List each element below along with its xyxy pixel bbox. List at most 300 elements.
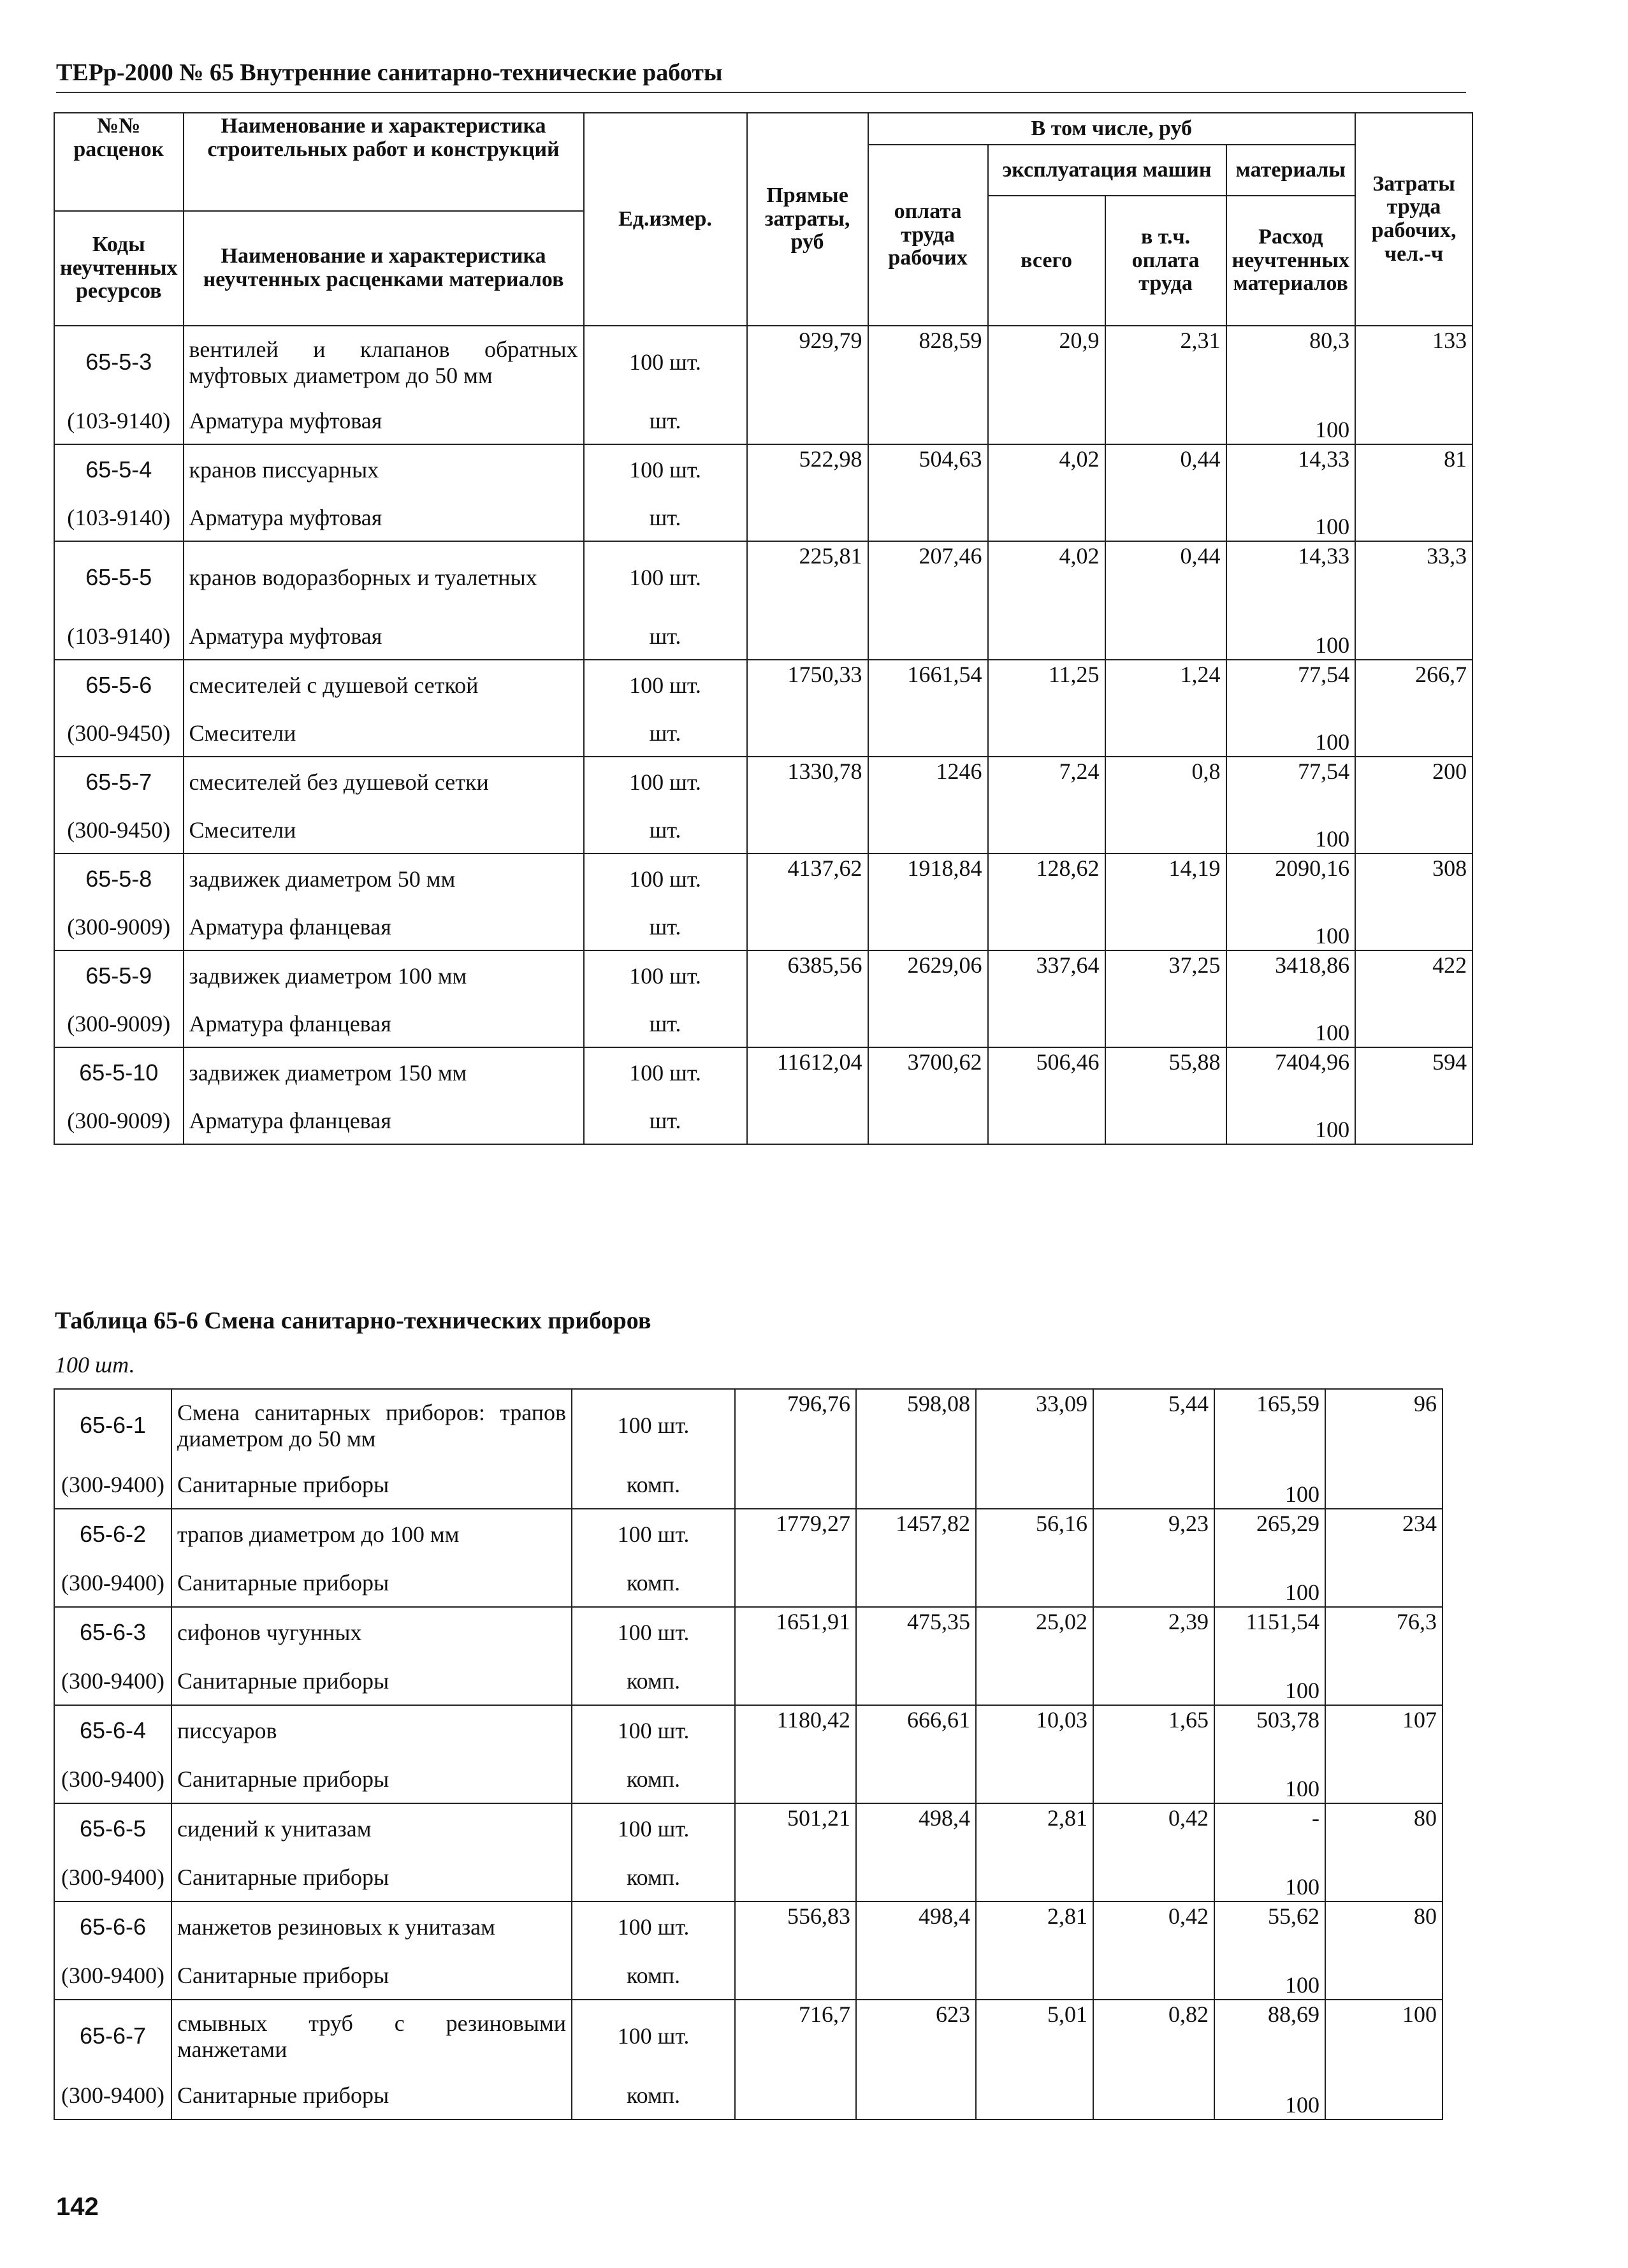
unit: 100 шт.	[584, 757, 747, 808]
resource-code: (103-9140)	[54, 614, 184, 660]
direct-costs: 556,83	[735, 1901, 856, 1952]
unit: 100 шт.	[572, 1803, 735, 1854]
materials: 55,62	[1214, 1901, 1325, 1952]
rate-code: 65-6-7	[54, 2000, 171, 2072]
labor: 100	[1325, 2000, 1443, 2072]
empty-cell	[1093, 1560, 1214, 1607]
machines-total: 11,25	[988, 660, 1105, 711]
direct-costs: 501,21	[735, 1803, 856, 1854]
machines-wage: 0,82	[1093, 2000, 1214, 2072]
resource-name: Санитарные приборы	[171, 1756, 572, 1803]
unit: 100 шт.	[572, 1705, 735, 1756]
resource-unit: шт.	[584, 808, 747, 854]
resource-name: Арматура фланцевая	[184, 1001, 584, 1047]
wage: 3700,62	[868, 1047, 988, 1098]
table-65-6-body	[54, 1389, 1443, 2119]
machines-total: 337,64	[988, 950, 1105, 1001]
empty-cell	[988, 808, 1105, 854]
resource-quantity: 100	[1226, 1001, 1356, 1047]
unit: 100 шт.	[572, 1389, 735, 1462]
unit: 100 шт.	[572, 2000, 735, 2072]
resource-code: (300-9450)	[54, 808, 184, 854]
resource-code: (300-9400)	[54, 1952, 171, 2000]
empty-cell	[976, 1756, 1093, 1803]
resource-name: Смесители	[184, 808, 584, 854]
wage: 666,61	[856, 1705, 976, 1756]
header-unit: Ед.измер.	[584, 113, 747, 326]
header-materials-bottom: Расход неучтенных материалов	[1226, 196, 1356, 326]
empty-cell	[1355, 398, 1472, 444]
empty-cell	[868, 398, 988, 444]
empty-cell	[735, 2072, 856, 2119]
empty-cell	[976, 1658, 1093, 1705]
empty-cell	[1355, 1001, 1472, 1047]
resource-row	[54, 398, 1472, 444]
work-name: Смена санитарных приборов: трапов диаметром до 50 мм	[171, 1389, 572, 1462]
resource-unit: комп.	[572, 1462, 735, 1509]
resource-quantity: 100	[1214, 1462, 1325, 1509]
rate-code: 65-5-8	[54, 854, 184, 905]
resource-quantity: 100	[1226, 711, 1356, 757]
empty-cell	[976, 1462, 1093, 1509]
empty-cell	[747, 808, 868, 854]
empty-cell	[856, 1462, 976, 1509]
header-name-bottom: Наименование и характеристика неучтенных расценками материалов	[184, 211, 584, 326]
resource-row	[54, 1001, 1472, 1047]
machines-wage: 1,24	[1105, 660, 1226, 711]
table-65-6	[54, 1388, 1443, 2120]
machines-total: 20,9	[988, 326, 1105, 398]
machines-total: 56,16	[976, 1509, 1093, 1560]
machines-wage: 37,25	[1105, 950, 1226, 1001]
empty-cell	[1105, 398, 1226, 444]
wage: 1457,82	[856, 1509, 976, 1560]
machines-total: 7,24	[988, 757, 1105, 808]
rate-row	[54, 950, 1472, 1001]
rate-code: 65-5-3	[54, 326, 184, 398]
machines-total: 4,02	[988, 541, 1105, 614]
resource-row	[54, 1098, 1472, 1144]
work-name: кранов писсуарных	[184, 444, 584, 495]
resource-row	[54, 495, 1472, 541]
empty-cell	[976, 1560, 1093, 1607]
unit: 100 шт.	[584, 444, 747, 495]
labor: 80	[1325, 1901, 1443, 1952]
materials: 80,3	[1226, 326, 1356, 398]
rate-code: 65-6-5	[54, 1803, 171, 1854]
resource-code: (300-9400)	[54, 1658, 171, 1705]
empty-cell	[1105, 495, 1226, 541]
resource-unit: комп.	[572, 1658, 735, 1705]
header-code-bottom: Коды неучтенных ресурсов	[54, 211, 184, 326]
empty-cell	[976, 1952, 1093, 2000]
machines-total: 5,01	[976, 2000, 1093, 2072]
resource-unit: шт.	[584, 614, 747, 660]
resource-code: (300-9400)	[54, 1462, 171, 1509]
resource-unit: шт.	[584, 711, 747, 757]
machines-total: 4,02	[988, 444, 1105, 495]
header-code-top: №№ расценок	[54, 113, 184, 211]
resource-unit: шт.	[584, 398, 747, 444]
resource-name: Арматура муфтовая	[184, 495, 584, 541]
empty-cell	[1355, 808, 1472, 854]
resource-name: Санитарные приборы	[171, 1462, 572, 1509]
empty-cell	[747, 495, 868, 541]
empty-cell	[868, 808, 988, 854]
wage: 1246	[868, 757, 988, 808]
labor: 81	[1355, 444, 1472, 495]
wage: 207,46	[868, 541, 988, 614]
empty-cell	[988, 905, 1105, 950]
empty-cell	[868, 1001, 988, 1047]
rate-row	[54, 1389, 1443, 1462]
resource-name: Санитарные приборы	[171, 2072, 572, 2119]
materials: 7404,96	[1226, 1047, 1356, 1098]
materials: 503,78	[1214, 1705, 1325, 1756]
rate-row	[54, 1803, 1443, 1854]
resource-unit: шт.	[584, 1098, 747, 1144]
resource-code: (300-9400)	[54, 2072, 171, 2119]
header-rule	[56, 92, 1466, 93]
resource-name: Санитарные приборы	[171, 1952, 572, 2000]
work-name: вентилей и клапанов обратных муфтовых диаметром до 50 мм	[184, 326, 584, 398]
unit: 100 шт.	[572, 1509, 735, 1560]
empty-cell	[1355, 1098, 1472, 1144]
page-number: 142	[56, 2193, 99, 2221]
empty-cell	[868, 495, 988, 541]
resource-quantity: 100	[1226, 1098, 1356, 1144]
resource-row	[54, 2072, 1443, 2119]
machines-wage: 0,8	[1105, 757, 1226, 808]
materials: 77,54	[1226, 660, 1356, 711]
empty-cell	[1325, 2072, 1443, 2119]
empty-cell	[1325, 1952, 1443, 2000]
header-name-top: Наименование и характеристика строительных работ и конструкций	[184, 113, 584, 211]
empty-cell	[988, 398, 1105, 444]
machines-wage: 55,88	[1105, 1047, 1226, 1098]
resource-quantity: 100	[1214, 1560, 1325, 1607]
direct-costs: 4137,62	[747, 854, 868, 905]
materials: -	[1214, 1803, 1325, 1854]
resource-row	[54, 1952, 1443, 2000]
direct-costs: 225,81	[747, 541, 868, 614]
labor: 594	[1355, 1047, 1472, 1098]
empty-cell	[856, 2072, 976, 2119]
work-name: смесителей с душевой сеткой	[184, 660, 584, 711]
unit: 100 шт.	[584, 541, 747, 614]
empty-cell	[735, 1854, 856, 1901]
labor: 80	[1325, 1803, 1443, 1854]
direct-costs: 522,98	[747, 444, 868, 495]
resource-name: Арматура фланцевая	[184, 905, 584, 950]
header-machines: эксплуатация машин	[988, 145, 1226, 196]
resource-row	[54, 1462, 1443, 1509]
unit: 100 шт.	[584, 660, 747, 711]
resource-quantity: 100	[1226, 905, 1356, 950]
rate-code: 65-5-10	[54, 1047, 184, 1098]
direct-costs: 929,79	[747, 326, 868, 398]
unit: 100 шт.	[572, 1901, 735, 1952]
header-direct-costs: Прямые затраты, руб	[747, 113, 868, 326]
empty-cell	[988, 614, 1105, 660]
rate-row	[54, 541, 1472, 614]
resource-code: (300-9400)	[54, 1854, 171, 1901]
work-name: манжетов резиновых к унитазам	[171, 1901, 572, 1952]
machines-wage: 14,19	[1105, 854, 1226, 905]
resource-row	[54, 808, 1472, 854]
empty-cell	[735, 1658, 856, 1705]
wage: 828,59	[868, 326, 988, 398]
rate-row	[54, 1047, 1472, 1098]
rate-row	[54, 757, 1472, 808]
work-name: задвижек диаметром 50 мм	[184, 854, 584, 905]
wage: 1918,84	[868, 854, 988, 905]
table-header	[54, 113, 1472, 326]
empty-cell	[1355, 711, 1472, 757]
empty-cell	[988, 495, 1105, 541]
work-name: сидений к унитазам	[171, 1803, 572, 1854]
work-name: смесителей без душевой сетки	[184, 757, 584, 808]
rate-code: 65-5-7	[54, 757, 184, 808]
empty-cell	[868, 711, 988, 757]
resource-row	[54, 711, 1472, 757]
resource-quantity: 100	[1214, 1854, 1325, 1901]
resource-name: Арматура муфтовая	[184, 398, 584, 444]
work-name: кранов водоразборных и туалетных	[184, 541, 584, 614]
empty-cell	[856, 1854, 976, 1901]
wage: 498,4	[856, 1803, 976, 1854]
machines-total: 128,62	[988, 854, 1105, 905]
rate-row	[54, 444, 1472, 495]
rate-code: 65-5-9	[54, 950, 184, 1001]
empty-cell	[1325, 1854, 1443, 1901]
materials: 1151,54	[1214, 1607, 1325, 1658]
empty-cell	[1355, 495, 1472, 541]
machines-total: 33,09	[976, 1389, 1093, 1462]
resource-unit: комп.	[572, 1560, 735, 1607]
empty-cell	[735, 1560, 856, 1607]
resource-row	[54, 1854, 1443, 1901]
direct-costs: 1330,78	[747, 757, 868, 808]
empty-cell	[1093, 1854, 1214, 1901]
resource-name: Санитарные приборы	[171, 1854, 572, 1901]
resource-name: Санитарные приборы	[171, 1560, 572, 1607]
rate-row	[54, 1901, 1443, 1952]
machines-wage: 0,44	[1105, 444, 1226, 495]
materials: 14,33	[1226, 541, 1356, 614]
empty-cell	[747, 905, 868, 950]
rate-code: 65-5-5	[54, 541, 184, 614]
unit: 100 шт.	[584, 326, 747, 398]
resource-unit: комп.	[572, 1952, 735, 2000]
empty-cell	[1325, 1462, 1443, 1509]
empty-cell	[856, 1560, 976, 1607]
resource-code: (300-9009)	[54, 905, 184, 950]
empty-cell	[735, 1462, 856, 1509]
empty-cell	[1355, 614, 1472, 660]
empty-cell	[735, 1952, 856, 2000]
resource-row	[54, 614, 1472, 660]
labor: 107	[1325, 1705, 1443, 1756]
table-caption: Таблица 65-6 Смена санитарно-технических приборов	[55, 1307, 651, 1334]
table-unit-note: 100 шт.	[55, 1352, 135, 1378]
resource-name: Смесители	[184, 711, 584, 757]
empty-cell	[1093, 1756, 1214, 1803]
labor: 234	[1325, 1509, 1443, 1560]
resource-unit: шт.	[584, 1001, 747, 1047]
labor: 33,3	[1355, 541, 1472, 614]
unit: 100 шт.	[572, 1607, 735, 1658]
rate-row	[54, 1509, 1443, 1560]
resource-quantity: 100	[1214, 1756, 1325, 1803]
labor: 308	[1355, 854, 1472, 905]
machines-wage: 2,39	[1093, 1607, 1214, 1658]
resource-code: (300-9400)	[54, 1560, 171, 1607]
machines-wage: 2,31	[1105, 326, 1226, 398]
direct-costs: 11612,04	[747, 1047, 868, 1098]
empty-cell	[1105, 1001, 1226, 1047]
resource-row	[54, 1560, 1443, 1607]
empty-cell	[976, 2072, 1093, 2119]
resource-row	[54, 1658, 1443, 1705]
materials: 3418,86	[1226, 950, 1356, 1001]
unit: 100 шт.	[584, 1047, 747, 1098]
empty-cell	[1325, 1560, 1443, 1607]
wage: 2629,06	[868, 950, 988, 1001]
header-machines-wage: в т.ч. оплата труда	[1105, 196, 1226, 326]
machines-wage: 0,44	[1105, 541, 1226, 614]
table-65-5-body	[54, 326, 1472, 1144]
empty-cell	[1325, 1658, 1443, 1705]
empty-cell	[747, 711, 868, 757]
resource-code: (103-9140)	[54, 495, 184, 541]
header-materials-top: материалы	[1226, 145, 1356, 196]
rate-row	[54, 1607, 1443, 1658]
resource-unit: комп.	[572, 1756, 735, 1803]
rate-code: 65-6-4	[54, 1705, 171, 1756]
resource-row	[54, 905, 1472, 950]
rate-row	[54, 2000, 1443, 2072]
empty-cell	[747, 398, 868, 444]
machines-total: 10,03	[976, 1705, 1093, 1756]
resource-quantity: 100	[1226, 614, 1356, 660]
machines-total: 2,81	[976, 1901, 1093, 1952]
header-including: В том числе, руб	[868, 113, 1356, 145]
machines-wage: 9,23	[1093, 1509, 1214, 1560]
empty-cell	[1105, 808, 1226, 854]
empty-cell	[976, 1854, 1093, 1901]
header-wage: оплата труда рабочих	[868, 145, 988, 326]
unit: 100 шт.	[584, 950, 747, 1001]
direct-costs: 796,76	[735, 1389, 856, 1462]
running-head: ТЕРр-2000 № 65 Внутренние санитарно-технические работы	[56, 59, 723, 86]
empty-cell	[868, 614, 988, 660]
empty-cell	[1355, 905, 1472, 950]
rate-row	[54, 1705, 1443, 1756]
machines-total: 506,46	[988, 1047, 1105, 1098]
resource-code: (300-9009)	[54, 1001, 184, 1047]
resource-quantity: 100	[1214, 1658, 1325, 1705]
rate-row	[54, 854, 1472, 905]
rate-row	[54, 326, 1472, 398]
machines-total: 2,81	[976, 1803, 1093, 1854]
unit: 100 шт.	[584, 854, 747, 905]
table-65-5	[54, 112, 1473, 1145]
empty-cell	[1105, 1098, 1226, 1144]
work-name: трапов диаметром до 100 мм	[171, 1509, 572, 1560]
work-name: задвижек диаметром 150 мм	[184, 1047, 584, 1098]
resource-name: Санитарные приборы	[171, 1658, 572, 1705]
labor: 422	[1355, 950, 1472, 1001]
wage: 598,08	[856, 1389, 976, 1462]
machines-wage: 5,44	[1093, 1389, 1214, 1462]
resource-name: Арматура фланцевая	[184, 1098, 584, 1144]
resource-unit: комп.	[572, 2072, 735, 2119]
resource-quantity: 100	[1214, 2072, 1325, 2119]
work-name: смывных труб с резиновыми манжетами	[171, 2000, 572, 2072]
resource-quantity: 100	[1226, 495, 1356, 541]
empty-cell	[868, 1098, 988, 1144]
materials: 14,33	[1226, 444, 1356, 495]
materials: 165,59	[1214, 1389, 1325, 1462]
resource-name: Арматура муфтовая	[184, 614, 584, 660]
rate-code: 65-5-6	[54, 660, 184, 711]
materials: 2090,16	[1226, 854, 1356, 905]
empty-cell	[856, 1952, 976, 2000]
rate-code: 65-5-4	[54, 444, 184, 495]
resource-unit: шт.	[584, 495, 747, 541]
resource-quantity: 100	[1214, 1952, 1325, 2000]
rate-code: 65-6-2	[54, 1509, 171, 1560]
empty-cell	[735, 1756, 856, 1803]
empty-cell	[988, 711, 1105, 757]
wage: 498,4	[856, 1901, 976, 1952]
work-name: задвижек диаметром 100 мм	[184, 950, 584, 1001]
direct-costs: 1779,27	[735, 1509, 856, 1560]
header-labor: Затраты труда рабочих, чел.-ч	[1355, 113, 1472, 326]
materials: 88,69	[1214, 2000, 1325, 2072]
machines-total: 25,02	[976, 1607, 1093, 1658]
rate-code: 65-6-1	[54, 1389, 171, 1462]
resource-unit: комп.	[572, 1854, 735, 1901]
machines-wage: 0,42	[1093, 1901, 1214, 1952]
empty-cell	[747, 1098, 868, 1144]
header-machines-total: всего	[988, 196, 1105, 326]
resource-code: (300-9400)	[54, 1756, 171, 1803]
work-name: сифонов чугунных	[171, 1607, 572, 1658]
empty-cell	[1093, 1658, 1214, 1705]
empty-cell	[1093, 1462, 1214, 1509]
machines-wage: 1,65	[1093, 1705, 1214, 1756]
wage: 623	[856, 2000, 976, 2072]
empty-cell	[988, 1001, 1105, 1047]
empty-cell	[747, 614, 868, 660]
materials: 265,29	[1214, 1509, 1325, 1560]
direct-costs: 1180,42	[735, 1705, 856, 1756]
work-name: писсуаров	[171, 1705, 572, 1756]
empty-cell	[1093, 2072, 1214, 2119]
labor: 76,3	[1325, 1607, 1443, 1658]
empty-cell	[988, 1098, 1105, 1144]
empty-cell	[868, 905, 988, 950]
direct-costs: 1651,91	[735, 1607, 856, 1658]
rate-code: 65-6-3	[54, 1607, 171, 1658]
empty-cell	[856, 1658, 976, 1705]
empty-cell	[1105, 905, 1226, 950]
empty-cell	[856, 1756, 976, 1803]
empty-cell	[1325, 1756, 1443, 1803]
resource-quantity: 100	[1226, 808, 1356, 854]
